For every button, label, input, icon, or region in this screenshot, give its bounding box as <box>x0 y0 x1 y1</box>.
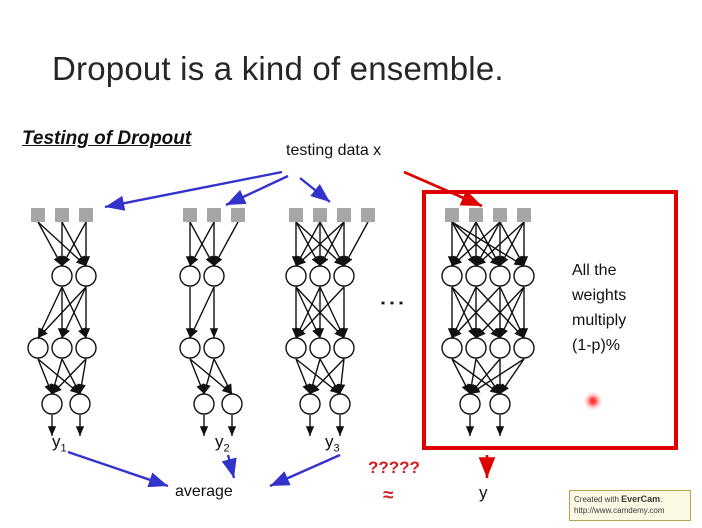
section-heading: Testing of Dropout <box>22 128 192 149</box>
net-4-inputs <box>445 208 531 222</box>
network-output-label-1: $y_1$ <box>52 432 67 455</box>
net-3-inputs <box>289 208 375 222</box>
note-line-1: All the <box>572 262 617 279</box>
watermark-line-2: http://www.camdemy.com <box>574 506 665 515</box>
scaled-network-arrow <box>404 172 482 206</box>
page-title: Dropout is a kind of ensemble. <box>52 50 504 87</box>
note-line-3: multiply <box>572 312 627 329</box>
note-line-2: weights <box>572 287 627 304</box>
approx-symbol: ≈ <box>383 485 394 506</box>
testing-data-label: testing data x <box>286 142 382 159</box>
net-1-inputs <box>31 208 93 222</box>
watermark-line-1: Created with EverCam. <box>574 494 663 504</box>
net-4-nodes <box>442 266 534 414</box>
average-label: average <box>175 483 233 500</box>
network-output-label-3: $y_3$ <box>325 432 340 455</box>
question-marks-label: ????? <box>368 458 420 477</box>
network-output-label-2: $y_2$ <box>215 432 230 455</box>
final-output-label: y <box>479 483 488 502</box>
net-2-inputs <box>183 208 245 222</box>
average-arrows <box>68 452 340 486</box>
ellipsis-vertical: ⋮ <box>378 290 408 316</box>
testing-data-arrows <box>105 172 330 207</box>
note-line-4: (1-p)% <box>572 337 621 354</box>
